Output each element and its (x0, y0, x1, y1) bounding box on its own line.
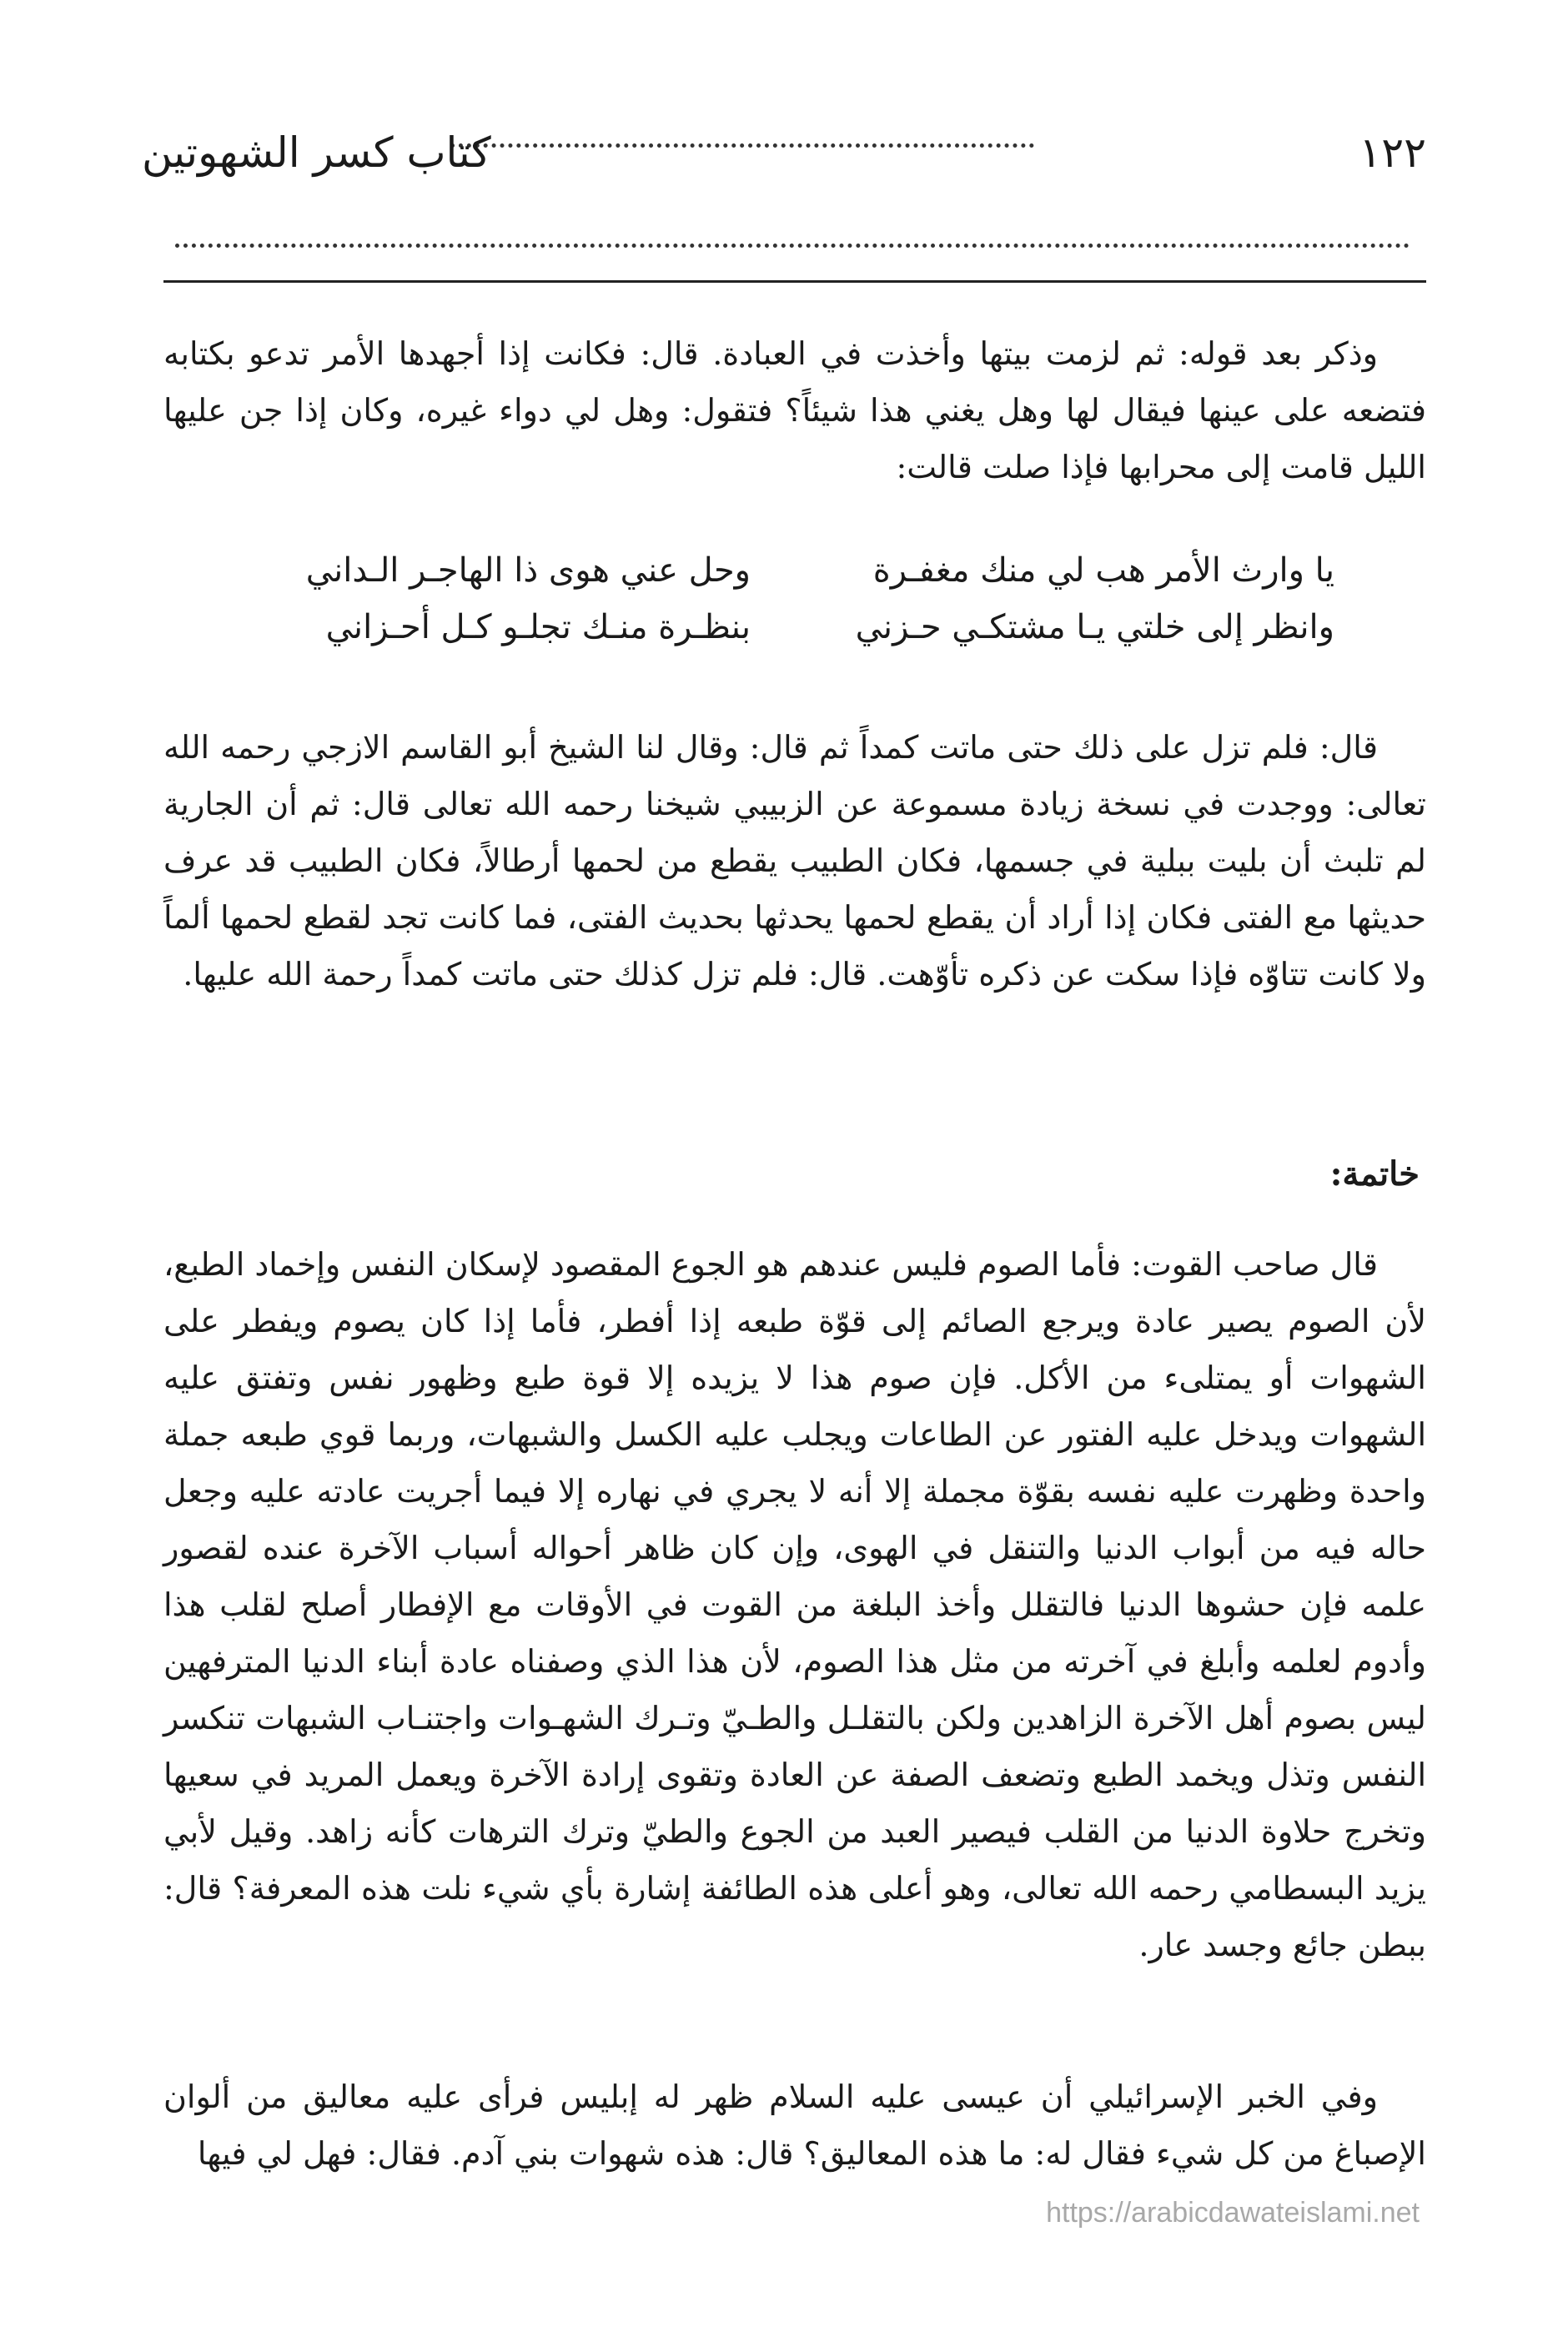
paragraph-3-text: قال صاحب القوت: فأما الصوم فليس عندهم هو الجوع المقصود لإسكان النفس وإخماد الطبع، لأن الصوم يصير عادة ويرجع الصائم إلى قوّة طبعه إذا أفطر، فأما إذا كان يصوم ويفطر على الشهوات أو يمتلىء من الأكل. فإن صوم هذا لا يزيده إلا قوة طبع وظهور نفس وتفتق عليه الشهوات ويدخل عليه الفتور عن الطاعات ويجلب عليه الكسل والشبهات، وربما قوي طبعه جملة واحدة وظهرت عليه نفسه بقوّة مجملة إلا أنه لا يجري في نهاره إلا فيما أجريت عادته عليه وجعل حاله فيه من أبواب الدنيا والتنقل في الهوى، وإن كان ظاهر أحواله أسباب الآخرة عنده لقصور علمه فإن حشوها الدنيا فالتقلل وأخذ البلغة من القوت في الأوقات مع الإفطار أصلح لقلب هذا وأدوم لعلمه وأبلغ في آخرته من مثل هذا الصوم، لأن هذا الذي وصفناه عادة أبناء الدنيا المترفهين ليس بصوم أهل الآخرة الزاهدين ولكن بالتقلـل والطـيّ وتـرك الشهـوات واجتنـاب الشبهات تنكسر النفس وتذل ويخمد الطبع وتضعف الصفة عن العادة وتقوى إرادة الآخرة ويعمل المريد في سعيها وتخرج حلاوة الدنيا من القلب فيصير العبد من الجوع والطيّ وترك الترهات كأنه زاهد. وقيل لأبي يزيد البسطامي رحمه الله تعالى، وهو أعلى هذه الطائفة إشارة بأي شيء نلت هذه المعرفة؟ قال: ببطن جائع وجسد عار. (163, 1246, 1426, 1963)
section-heading: خاتمة: (1329, 1154, 1420, 1194)
watermark-url: https://arabicdawateislami.net (1046, 2197, 1420, 2229)
paragraph-1-text: وذكر بعد قوله: ثم لزمت بيتها وأخذت في العبادة. قال: فكانت إذا أجهدها الأمر تدعو بكتابه فتضعه على عينها فيقال لها وهل يغني هذا شيئاً؟ فتقول: وهل لي دواء غيره، وكان إذا جن عليها الليل قامت إلى محرابها فإذا صلت قالت: (163, 335, 1426, 485)
paragraph-3 (163, 1236, 1426, 1973)
poem-line-2-first-hemistich: وانظر إلى خلتي يـا مشتكـي حـزني (855, 608, 1334, 646)
poem (250, 542, 1334, 656)
poem-line-1 (250, 542, 1334, 599)
page-number: ١٢٢ (1359, 128, 1426, 177)
poem-line-1-second-hemistich: وحل عني هوى ذا الهاجـر الـداني (305, 551, 751, 590)
paragraph-4 (163, 2068, 1426, 2182)
poem-line-2 (250, 599, 1334, 656)
paragraph-2-text: قال: فلم تزل على ذلك حتى ماتت كمداً ثم قال: وقال لنا الشيخ أبو القاسم الازجي رحمه الله تعالى: ووجدت في نسخة زيادة مسموعة عن الزبيبي شيخنا رحمه الله تعالى قال: ثم أن الجارية لم تلبث أن بليت ببلية في جسمها، فكان الطبيب يقطع من لحمها أرطالاً، فكان الطبيب قد عرف حديثها مع الفتى فكان إذا أراد أن يقطع لحمها يحدثها بحديث الفتى، فما كانت تجد لقطع لحمها ألماً ولا كانت تتاوّه فإذا سكت عن ذكره تأوّهت. قال: فلم تزل كذلك حتى ماتت كمداً رحمة الله عليها. (163, 729, 1426, 993)
book-title: كتاب كسر الشهوتين (142, 128, 491, 177)
paragraph-2 (163, 719, 1426, 1003)
horizontal-rule (163, 280, 1426, 283)
header-dot-leader (450, 143, 1034, 148)
dotted-divider (175, 244, 1410, 248)
running-header (142, 123, 1426, 182)
poem-line-1-first-hemistich: يا وارث الأمر هب لي منك مغفـرة (872, 551, 1334, 590)
paragraph-4-text: وفي الخبر الإسرائيلي أن عيسى عليه السلام ظهر له إبليس فرأى عليه معاليق من ألوان الإصباغ من كل شيء فقال له: ما هذه المعاليق؟ قال: هذه شهوات بني آدم. فقال: فهل لي فيها (163, 2078, 1426, 2172)
paragraph-1 (163, 325, 1426, 495)
poem-line-2-second-hemistich: بنظـرة منـك تجلـو كـل أحـزاني (325, 608, 751, 646)
